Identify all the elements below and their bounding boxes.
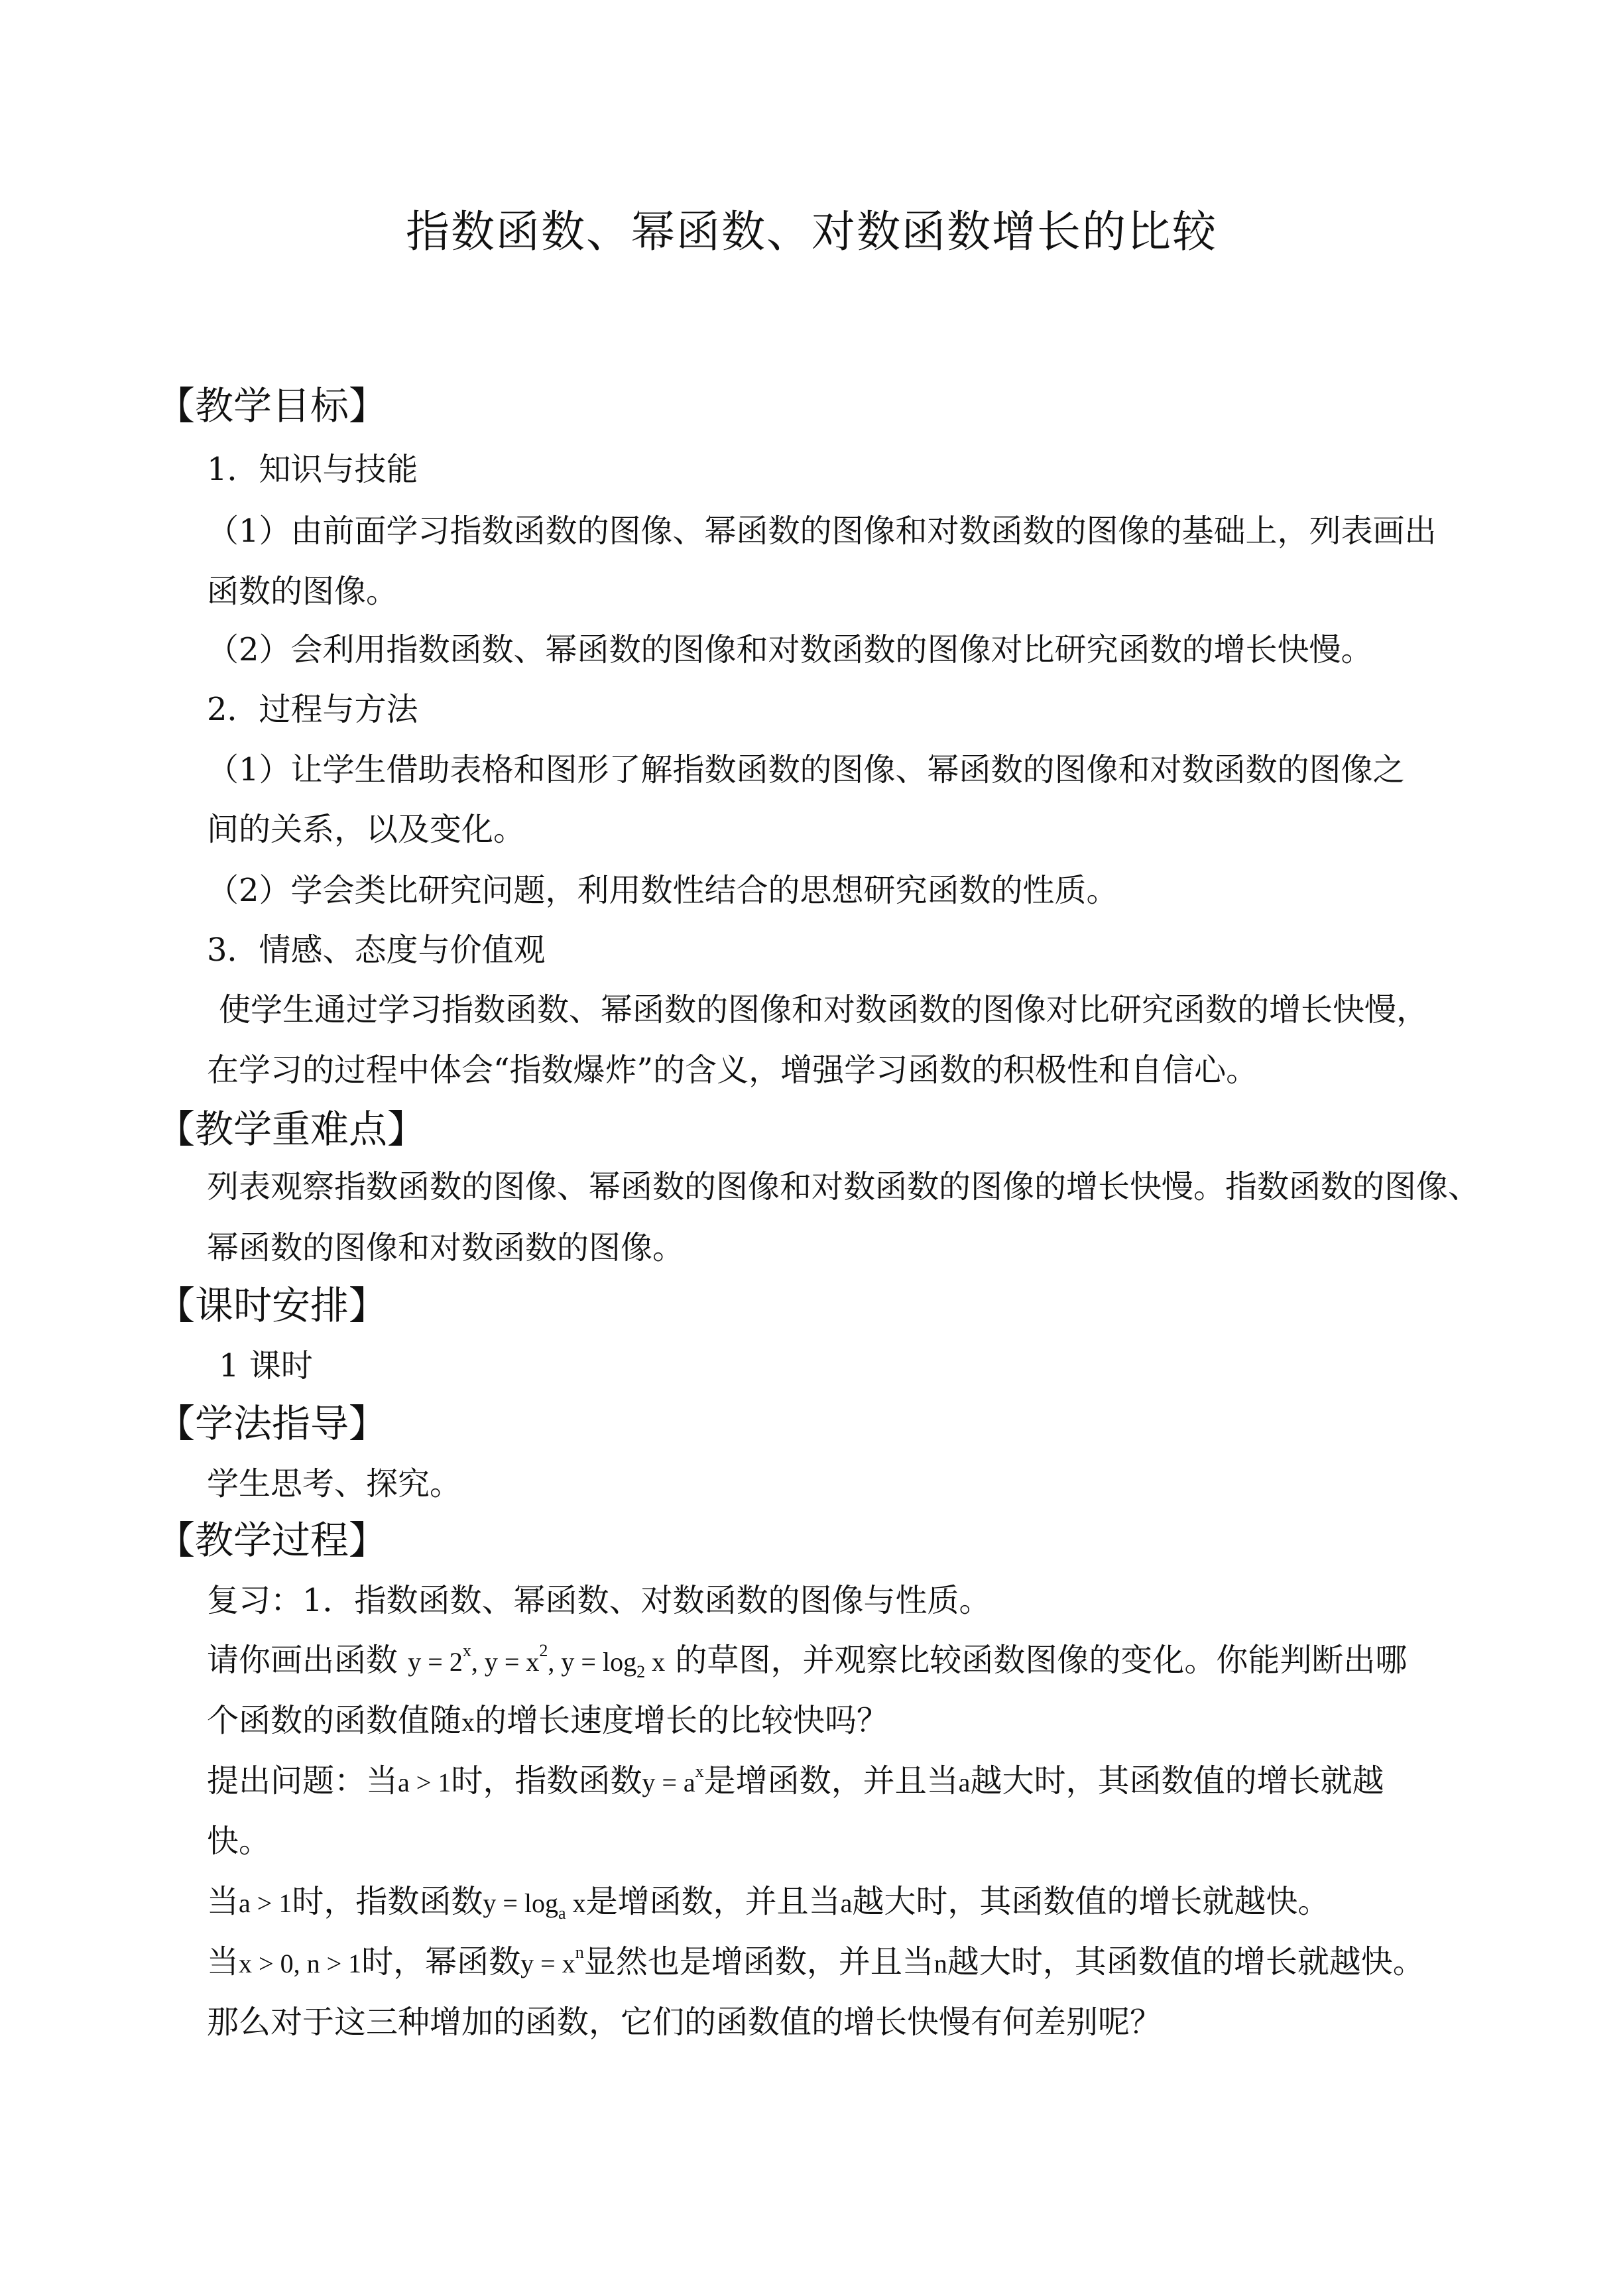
paragraph-line: （1）由前面学习指数函数的图像、幂函数的图像和对数函数的图像的基础上，列表画出 [207, 513, 1437, 550]
heading-key-points: 【教学重难点】 [156, 1107, 426, 1152]
question-line: 请你画出函数 $y = 2^x$, $y = x^2$, $y = \log_2 x$ 的草图，并观察比较函数图像的变化。你能判断出哪 [207, 1641, 1408, 1681]
paragraph-line: 幂函数的图像和对数函数的图像。 [207, 1229, 685, 1266]
heading-schedule: 【课时安排】 [156, 1283, 388, 1328]
paragraph-line: 列表观察指数函数的图像、幂函数的图像和对数函数的图像的增长快慢。指数函数的图像、 [207, 1168, 1480, 1205]
formula-exponential: $y = a^x$ [642, 1762, 704, 1797]
paragraph-line: 间的关系，以及变化。 [207, 811, 526, 848]
question-line: 个函数的函数值随x的增长速度增长的比较快吗？ [207, 1702, 889, 1739]
problem-line: 快。 [207, 1823, 271, 1860]
paragraph-line: （2）学会类比研究问题，利用数性结合的思想研究函数的性质。 [207, 872, 1118, 909]
paragraph-line: （1）让学生借助表格和图形了解指数函数的图像、幂函数的图像和对数函数的图像之 [207, 751, 1405, 788]
paragraph-line: （2）会利用指数函数、幂函数的图像和对数函数的图像对比研究函数的增长快慢。 [207, 631, 1373, 668]
paragraph-line: 在学习的过程中体会“指数爆炸”的含义，增强学习函数的积极性和自信心。 [207, 1052, 1258, 1089]
heading-study-method: 【学法指导】 [156, 1401, 388, 1446]
schedule-text: 1 课时 [219, 1347, 313, 1384]
method-text: 学生思考、探究。 [207, 1465, 462, 1502]
heading-teaching-process: 【教学过程】 [156, 1518, 388, 1563]
subheading-process-method: 2．过程与方法 [207, 691, 418, 728]
power-statement: 当x > 0, n > 1时，幂函数$y = x^n$显然也是增函数，并且当n越大时，其函数值的增长就越快。 [207, 1943, 1425, 1980]
formula-power: $y = x^n$ [520, 1943, 584, 1978]
problem-line: 提出问题：当a > 1时，指数函数$y = a^x$是增函数，并且当a越大时，其函数值的增长就越 [207, 1762, 1384, 1799]
heading-teaching-goals: 【教学目标】 [156, 383, 388, 428]
page-title: 指数函数、幂函数、对数函数增长的比较 [406, 206, 1217, 257]
subheading-attitude-values: 3．情感、态度与价值观 [207, 932, 546, 969]
paragraph-line: 函数的图像。 [207, 573, 398, 610]
review-line: 复习：1．指数函数、幂函数、对数函数的图像与性质。 [207, 1582, 991, 1619]
closing-question: 那么对于这三种增加的函数，它们的函数值的增长快慢有何差别呢？ [207, 2004, 1162, 2041]
formula-logarithm: $y = \log_a x$ [483, 1888, 586, 1923]
formula-functions: $y = 2^x$, $y = x^2$, $y = \log_2 x$ [408, 1641, 666, 1681]
log-statement: 当a > 1时，指数函数$y = \log_a x$是增函数，并且当a越大时，其函数值的增长就越快。 [207, 1883, 1330, 1923]
subheading-knowledge-skills: 1．知识与技能 [207, 451, 418, 488]
paragraph-line: 使学生通过学习指数函数、幂函数的图像和对数函数的图像对比研究函数的增长快慢， [219, 991, 1429, 1028]
